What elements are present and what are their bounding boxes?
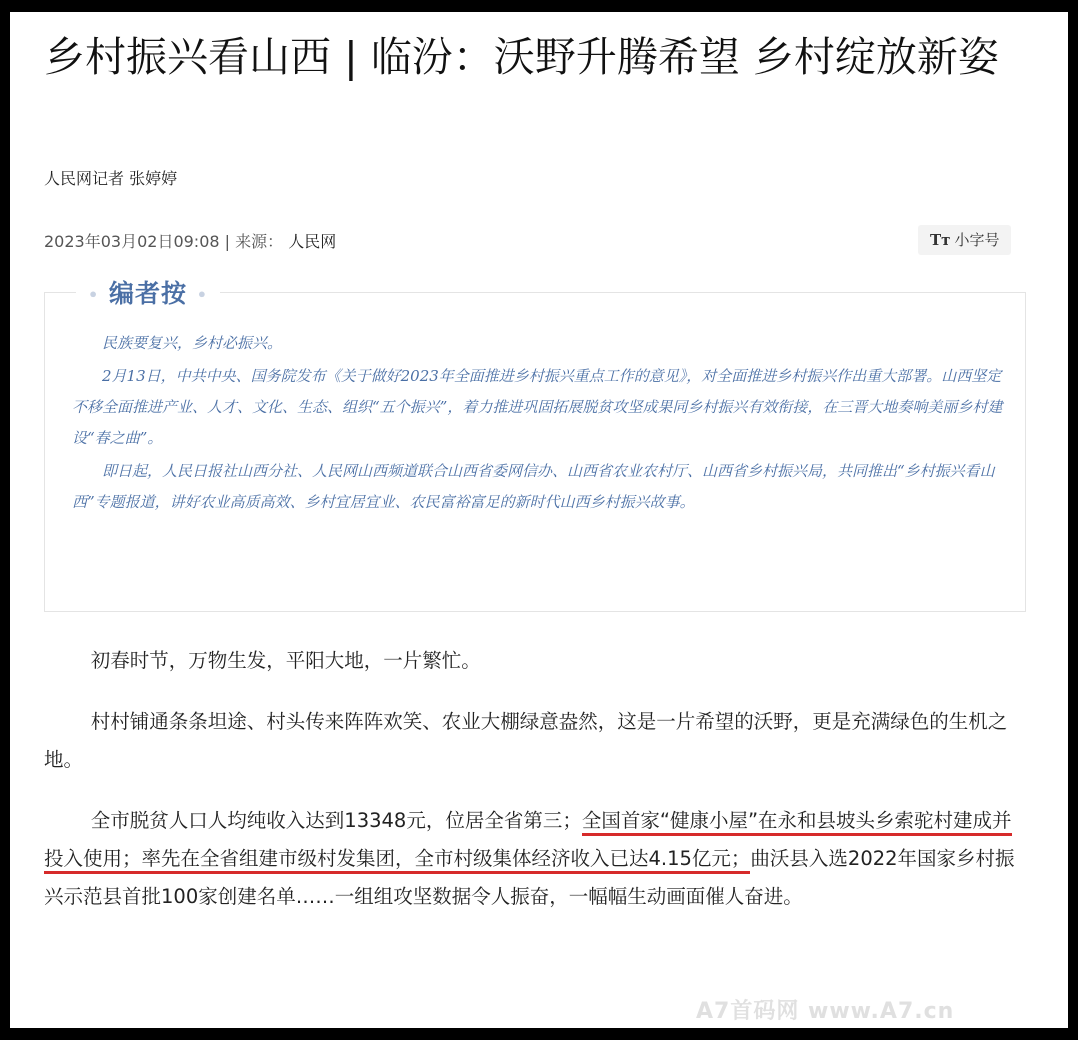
paragraph-text: 全市脱贫人口人均纯收入达到13348元，位居全省第三；: [90, 809, 582, 832]
article-paragraph: [44, 802, 1028, 916]
font-size-label: 小字号: [954, 231, 1000, 249]
article-title: 乡村振兴看山西 | 临汾：沃野升腾希望 乡村绽放新姿: [44, 33, 999, 81]
font-size-toggle-button[interactable]: [918, 225, 1011, 255]
article-page: [10, 12, 1068, 1028]
editor-note-paragraph: 2月13日，中共中央、国务院发布《关于做好2023年全面推进乡村振兴重点工作的意见》，对全面推进乡村振兴作出重大部署。山西坚定不移全面推进产业、人才、文化、生态、组织“五个振兴”，着力推进巩固拓展脱贫攻坚成果同乡村振兴有效衔接，在三晋大地奏响美丽乡村建设“春之曲”。: [72, 367, 1003, 447]
editor-note-paragraph: 民族要复兴，乡村必振兴。: [102, 334, 283, 352]
font-size-icon: Tт: [930, 231, 951, 249]
editor-note-title-text: 编者按: [108, 279, 187, 308]
dot-decoration-left: •: [88, 285, 100, 305]
article-paragraph: 初春时节，万物生发，平阳大地，一片繁忙。: [90, 649, 481, 672]
article-paragraph: 村村铺通条条坦途、村头传来阵阵欢笑、农业大棚绿意盎然，这是一片希望的沃野，更是充满绿色的生机之地。: [44, 710, 1008, 771]
editor-note-paragraph: 即日起，人民日报社山西分社、人民网山西频道联合山西省委网信办、山西省农业农村厅、山西省乡村振兴局，共同推出“乡村振兴看山西”专题报道，讲好农业高质高效、乡村宜居宜业、农民富裕富足的新时代山西乡村振兴故事。: [72, 462, 995, 511]
watermark: A7首码网 www.A7.cn: [696, 999, 955, 1024]
highlighted-text: 全国首家“健康小屋”在永和县坡头乡索驼村建成并投入使用；率先在全省组建市级村发集团，全市村级集体经济收入已达4.15亿元；: [44, 809, 1012, 874]
article-meta: [44, 229, 336, 252]
source-link[interactable]: 人民网: [288, 232, 337, 251]
editor-note-body: [72, 328, 1004, 518]
article-body: [44, 642, 1028, 939]
source-label: | 来源：: [224, 232, 284, 251]
paragraph-text: 曲沃县入选2022年国家乡村振兴示范县首批100家创建名单……一组组攻坚数据令人振奋，一幅幅生动画面催人奋进。: [44, 847, 1015, 908]
article-author: 人民网记者 张婷婷: [44, 169, 178, 188]
dot-decoration-right: •: [196, 285, 208, 305]
publish-datetime: 2023年03月02日09:08: [44, 232, 220, 251]
editor-note-title: [76, 274, 220, 310]
